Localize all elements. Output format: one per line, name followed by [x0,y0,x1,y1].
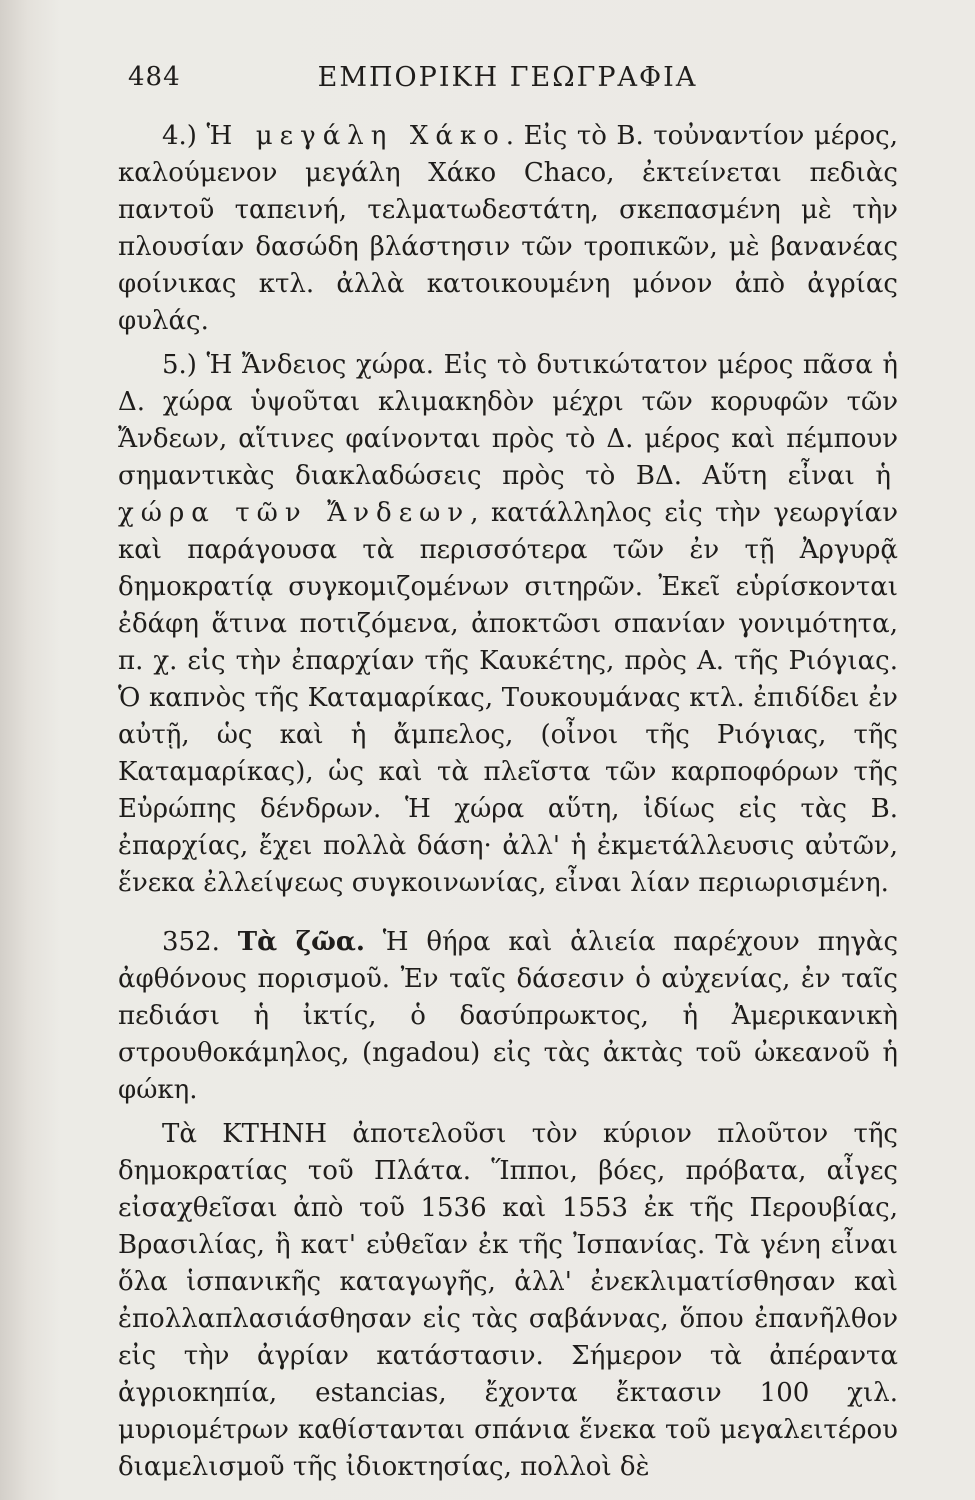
paragraph-gran-chaco [118,118,898,340]
item-number: 4.) [162,121,207,151]
section-heading: Τὰ ζῶα. [237,927,365,957]
page-header [0,62,975,102]
paragraph-andes-region [118,347,898,902]
spaced-emphasis: ἡ χώρα τῶν Ἄνδεων [118,461,898,528]
section-number: 352. [162,927,238,957]
paragraph-text: Ἡ θήρα καὶ ἁλιεία παρέχουν πηγὰς ἀφθόνους πορισμοῦ. Ἐν ταῖς δάσεσιν ὁ αὐχενίας, ἐν ταῖς πεδιάσι ἡ ἰκτίς, ὁ δασύπρωκτος, ἡ Ἀμερικανικὴ στρουθοκάμηλος, (ngadou) εἰς τὰς ἀκτὰς τοῦ ὠκεανοῦ ἡ φώκη. [118,927,899,1105]
item-number: 5.) [162,350,207,380]
page-number: 484 [128,62,181,92]
page-body [118,118,898,1486]
paragraph-text: ἀποτελοῦσι τὸν κύριον πλοῦτον τῆς δημοκρατίας τοῦ Πλάτα. Ἵπποι, βόες, πρόβατα, αἶγες εἰσαχθεῖσαι ἀπὸ τοῦ 1536 καὶ 1553 ἐκ τῆς Περουβίας, Βρασιλίας, ἢ κατ' εὐθεῖαν ἐκ τῆς Ἰσπανίας. Τὰ γένη εἶναι ὅλα ἱσπανικῆς καταγωγῆς, ἀλλ' ἐνεκλιματίσθησαν καὶ ἐπολλαπλασιάσθησαν εἰς τὰς σαβάννας, ὅπου ἐπανῆλθον εἰς τὴν ἀγρίαν κατάστασιν. Σήμερον τὰ ἀπέραντα ἀγριοκηπία, estancias, ἔχοντα ἔκτασιν 100 χιλ. μυριομέτρων καθίστανται σπάνια ἕνεκα τοῦ μεγαλειτέρου διαμελισμοῦ τῆς ἰδιοκτησίας, πολλοὶ δὲ [118,1119,898,1482]
paragraph-text: . Εἰς τὸ Β. τοὐναντίον μέρος, καλούμενον μεγάλη Χάκο Chaco, ἐκτείνεται πεδιὰς παντοῦ ταπεινή, τελματωδεστάτη, σκεπασμένη μὲ τὴν πλουσίαν δασώδη βλάστησιν τῶν τροπικῶν, μὲ βανανέας φοίνικας κτλ. ἀλλὰ κατοικουμένη μόνον ἀπὸ ἀγρίας φυλάς. [118,121,898,336]
paragraph-text-continued: , κατάλληλος εἰς τὴν γεωργίαν καὶ παράγουσα τὰ περισσότερα τῶν ἐν τῇ Ἀργυρᾷ δημοκρατίᾳ συγκομιζομένων σιτηρῶν. Ἐκεῖ εὑρίσκονται ἐδάφη ἅτινα ποτιζόμενα, ἀποκτῶσι σπανίαν γονιμότητα, π. χ. εἰς τὴν ἐπαρχίαν τῆς Καυκέτης, πρὸς Α. τῆς Ριόγιας. Ὁ καπνὸς τῆς Καταμαρίκας, Τουκουμάνας κτλ. ἐπιδίδει ἐν αὐτῇ, ὡς καὶ ἡ ἄμπελος, (οἶνοι τῆς Ριόγιας, τῆς Καταμαρίκας), ὡς καὶ τὰ πλεῖστα τῶν καρποφόρων τῆς Εὐρώπης δένδρων. Ἡ χώρα αὕτη, ἰδίως εἰς τὰς Β. ἐπαρχίας, ἔχει πολλὰ δάση· ἀλλ' ἡ ἐκμετάλλευσις αὐτῶν, ἕνεκα ἐλλείψεως συγκοινωνίας, εἶναι λίαν περιωρισμένη. [118,498,898,898]
lead-words: Τὰ ΚΤΗΝΗ [162,1119,328,1149]
item-heading: Ἡ Ἄνδειος χώρα [206,350,426,380]
paragraph-text: . Εἰς τὸ δυτικώτατον μέρος πᾶσα ἡ Δ. χώρα ὑψοῦται κλιμακηδὸν μέχρι τῶν κορυφῶν τῶν Ἄνδεων, αἵτινες φαίνονται πρὸς τὸ Δ. μέρος καὶ πέμπουν σημαντικὰς διακλαδώσεις πρὸς τὸ ΒΔ. Αὕτη εἶναι [118,350,899,491]
paragraph-livestock [118,1116,898,1486]
paragraph-animals [118,924,898,1109]
running-title: ΕΜΠΟΡΙΚΗ ΓΕΩΓΡΑΦΙΑ [317,62,698,93]
item-heading: Ἡ μεγάλη Χάκο [206,121,506,151]
